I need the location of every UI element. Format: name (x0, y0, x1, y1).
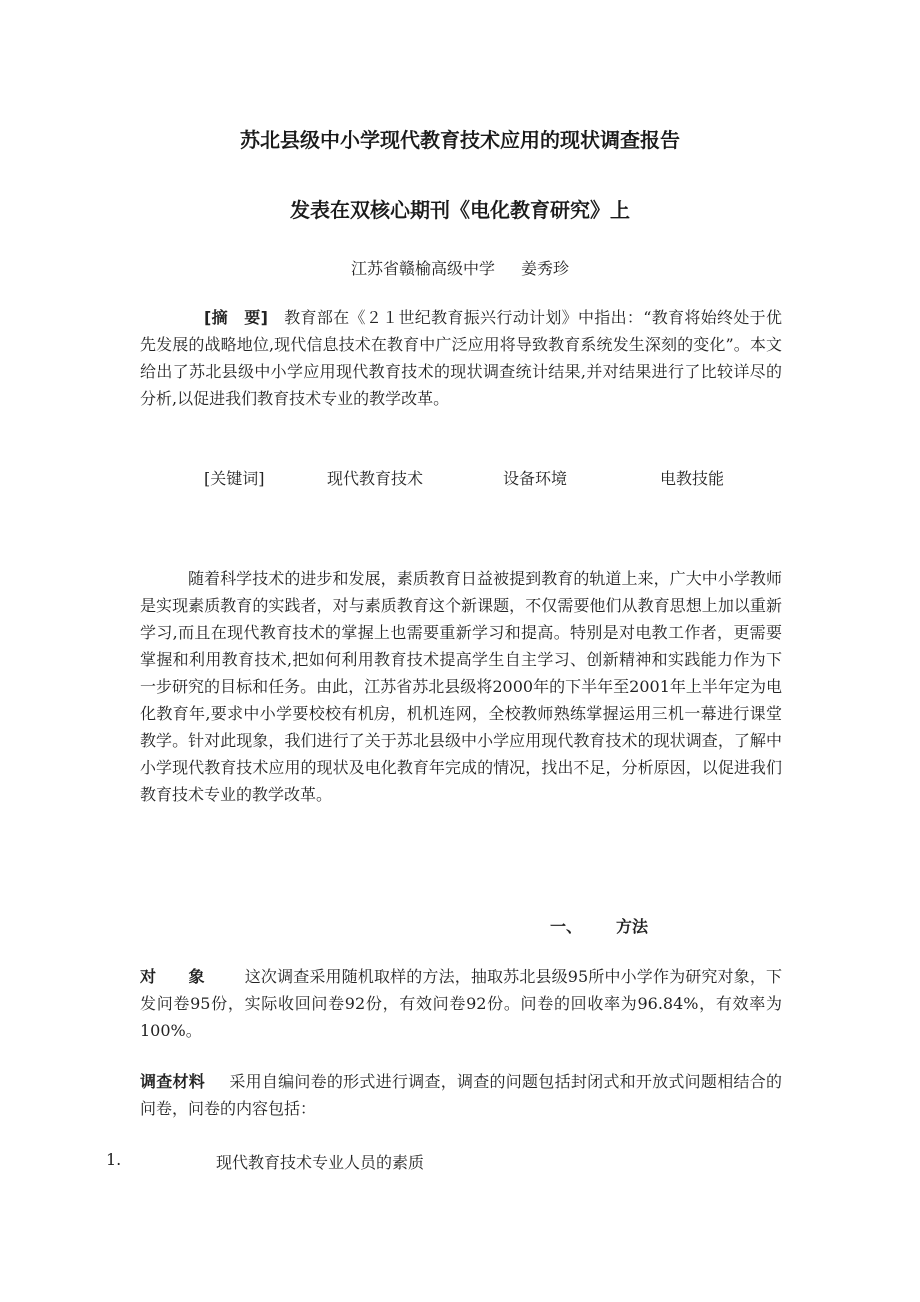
keywords-row (0, 466, 920, 490)
list-item (106, 1150, 425, 1172)
author-school: 江苏省赣榆高级中学 (350, 259, 495, 278)
object-label: 对 象 (140, 967, 205, 986)
abstract-label: [摘 要] (204, 308, 268, 327)
intro-paragraph: 随着科学技术的进步和发展，素质教育日益被提到教育的轨道上来，广大中小学教师是实现素质教育的实践者，对与素质教育这个新课题，不仅需要他们从教育思想上加以重新学习,而且在现代教育技术的掌握上也需要重新学习和提高。特别是对电教工作者，更需要掌握和利用教育技术,把如何利用教育技术提高学生自主学习、创新精神和实践能力作为下一步研究的目标和任务。由此，江苏省苏北县级将2000年的下半年至2001年上半年定为电化教育年,要求中小学要校校有机房，机机连网，全校教师熟练掌握运用三机一幕进行课堂教学。针对此现象，我们进行了关于苏北县级中小学应用现代教育技术的现状调查，了解中小学现代教育技术应用的现状及电化教育年完成的情况，找出不足，分析原因，以促进我们教育技术专业的教学改革。 (140, 569, 782, 804)
material-paragraph (140, 1068, 782, 1122)
section-heading (550, 914, 648, 937)
document-subtitle: 发表在双核心期刊《电化教育研究》上 (290, 198, 630, 222)
keyword-item: 设备环境 (503, 469, 568, 488)
author-name: 姜秀珍 (521, 259, 570, 278)
list-item-number: 1. (106, 1150, 122, 1169)
abstract-paragraph (140, 304, 782, 412)
author-line (0, 256, 920, 279)
object-text: 这次调查采用随机取样的方法，抽取苏北县级95所中小学作为研究对象，下发问卷95份，实际收回问卷92份，有效问卷92份。问卷的回收率为96.84%，有效率为100%。 (140, 967, 782, 1040)
document-title: 苏北县级中小学现代教育技术应用的现状调查报告 (240, 128, 680, 152)
material-text: 采用自编问卷的形式进行调查，调查的问题包括封闭式和开放式问题相结合的问卷，问卷的内容包括： (140, 1072, 782, 1118)
keyword-item: 电教技能 (660, 469, 725, 488)
keywords-label: [关键词] (204, 469, 265, 488)
abstract-text: 教育部在《２１世纪教育振兴行动计划》中指出：“教育将始终处于优先发展的战略地位,现代信息技术在教育中广泛应用将导致教育系统发生深刻的变化”。本文给出了苏北县级中小学应用现代教育技术的现状调查统计结果,并对结果进行了比较详尽的分析,以促进我们教育技术专业的教学改革。 (140, 308, 782, 408)
material-label: 调查材料 (140, 1072, 206, 1091)
object-paragraph (140, 963, 782, 1044)
list-item-text: 现代教育技术专业人员的素质 (216, 1153, 425, 1172)
keyword-item: 现代教育技术 (327, 469, 424, 488)
section-title: 方法 (616, 917, 649, 936)
section-number: 一、 (550, 917, 583, 936)
